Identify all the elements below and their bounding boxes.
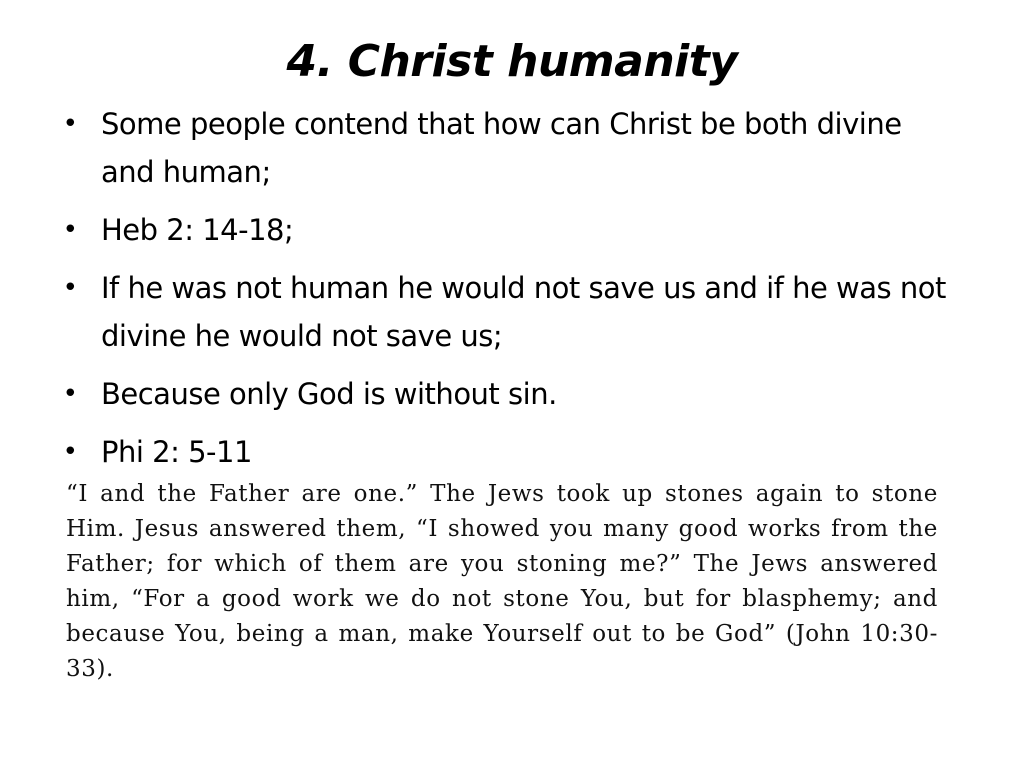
bullet-icon: •	[62, 109, 78, 139]
bullet-text: Heb 2: 14-18;	[101, 213, 294, 247]
bullet-icon: •	[62, 273, 78, 303]
bullet-item-4	[60, 370, 960, 418]
bullet-item-5	[60, 428, 960, 476]
bullet-icon: •	[62, 437, 78, 467]
bullet-text: Phi 2: 5-11	[101, 435, 252, 469]
slide-title: 4. Christ humanity	[286, 36, 738, 87]
bullet-icon: •	[62, 379, 78, 409]
bullet-item-2	[60, 206, 960, 254]
bullet-item-1	[60, 100, 960, 196]
scripture-quote: “I and the Father are one.” The Jews took up stones again to stone Him. Jesus answered them, “I showed you many good works from the Father; for which of them are you stoning me?” The Jews answered him, “For a good work we do not stone You, but for blasphemy; and because You, being a man, make Yourself out to be God” (John 10:30-33).	[66, 481, 938, 682]
bullet-text: Because only God is without sin.	[101, 377, 557, 411]
bullet-list	[60, 100, 960, 480]
bullet-text: Some people contend that how can Christ be both divine and human;	[101, 107, 902, 189]
bullet-text: If he was not human he would not save us and if he was not divine he would not save us;	[101, 271, 946, 353]
bullet-icon: •	[62, 215, 78, 245]
bullet-item-3	[60, 264, 960, 360]
